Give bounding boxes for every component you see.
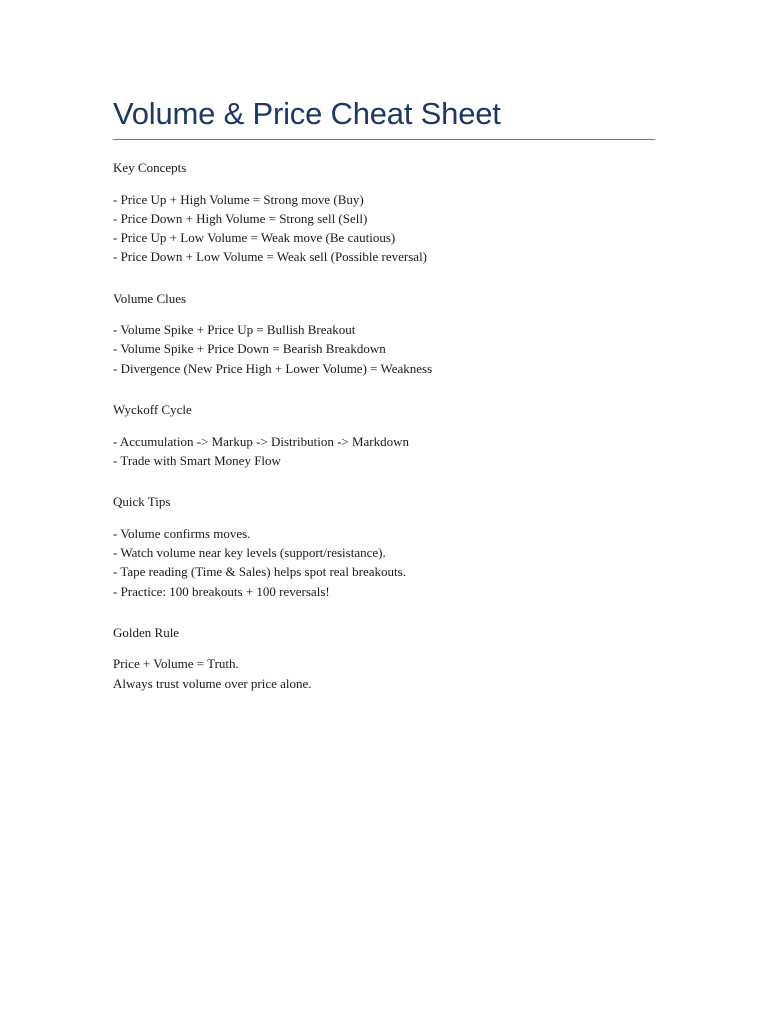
section-heading: Quick Tips [113, 494, 171, 510]
list-item: - Tape reading (Time & Sales) helps spot real breakouts. [113, 564, 406, 580]
list-item: - Price Up + High Volume = Strong move (Buy) [113, 191, 364, 207]
list-item: - Accumulation -> Markup -> Distribution -> Markdown [113, 433, 410, 449]
section-body [113, 654, 673, 693]
list-item: - Volume Spike + Price Up = Bullish Breakout [113, 322, 356, 338]
section-body [113, 524, 673, 601]
section-heading: Volume Clues [113, 290, 187, 306]
list-item: - Volume confirms moves. [113, 525, 251, 541]
list-item: - Price Down + High Volume = Strong sell (Sell) [113, 210, 368, 226]
list-item: - Watch volume near key levels (support/resistance). [113, 544, 386, 560]
list-item: - Price Down + Low Volume = Weak sell (Possible reversal) [113, 249, 428, 265]
section-body [113, 432, 673, 471]
document-body [113, 158, 673, 715]
list-item: - Practice: 100 breakouts + 100 reversals! [113, 583, 330, 599]
section-golden-rule [113, 623, 673, 693]
section-body [113, 190, 673, 267]
list-item: - Volume Spike + Price Down = Bearish Breakdown [113, 341, 386, 357]
section-heading: Key Concepts [113, 160, 187, 175]
section-heading: Golden Rule [113, 624, 180, 640]
section-key-concepts [113, 158, 673, 267]
page-title: Volume & Price Cheat Sheet [113, 96, 501, 131]
list-item: - Price Up + Low Volume = Weak move (Be cautious) [113, 230, 396, 246]
section-heading: Wyckoff Cycle [113, 402, 192, 418]
list-item: - Divergence (New Price High + Lower Volume) = Weakness [113, 360, 433, 376]
section-wyckoff-cycle [113, 400, 673, 470]
section-body [113, 320, 673, 378]
list-item: Always trust volume over price alone. [113, 675, 312, 691]
title-underline [113, 139, 655, 140]
section-quick-tips [113, 492, 673, 601]
list-item: Price + Volume = Truth. [113, 656, 239, 672]
section-volume-clues [113, 289, 673, 378]
list-item: - Trade with Smart Money Flow [113, 452, 281, 468]
